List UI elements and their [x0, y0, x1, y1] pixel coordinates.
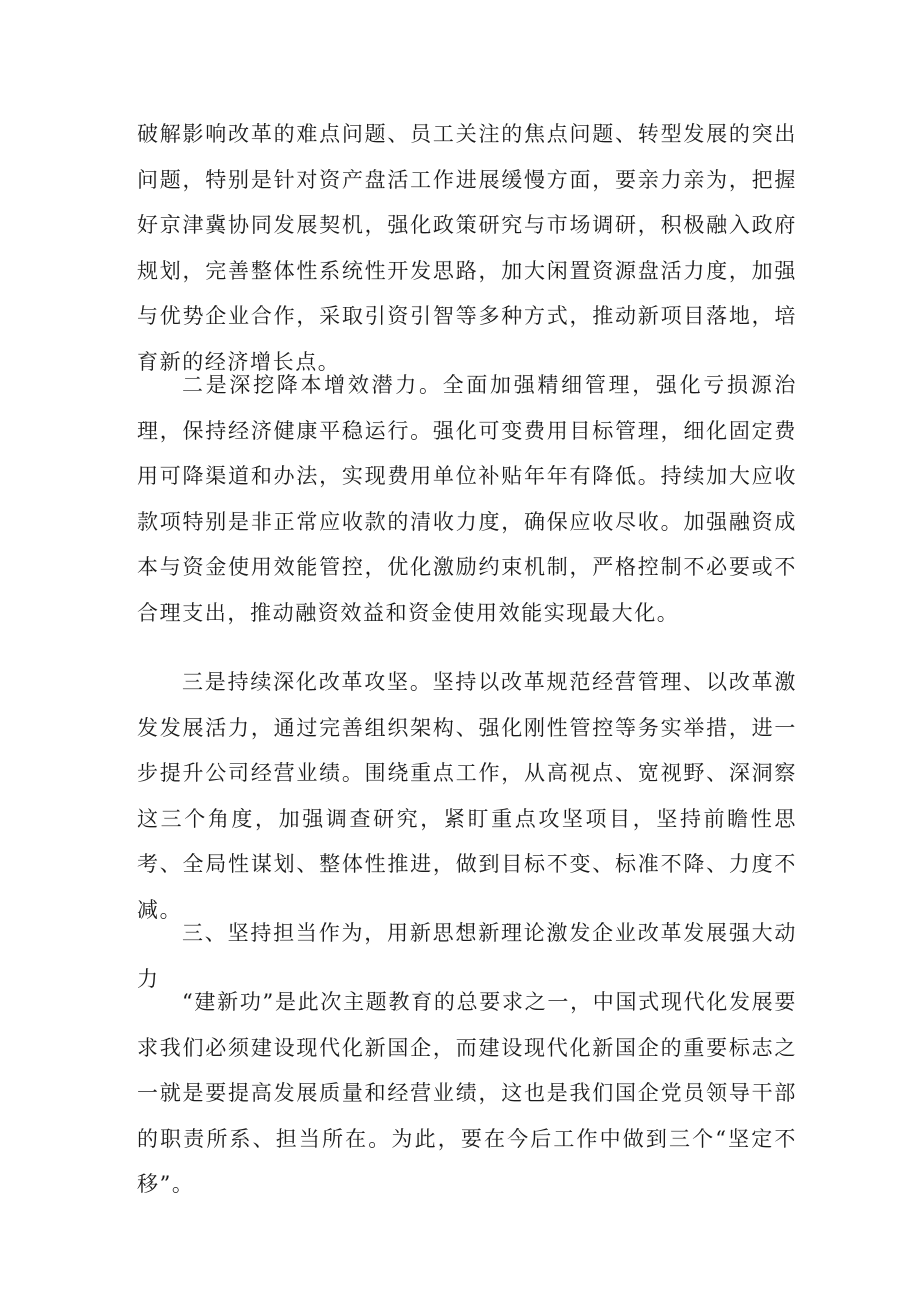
section-heading: 三、坚持担当作为，用新思想新理论激发企业改革发展强大动力	[137, 921, 797, 991]
paragraph-reform: 三是持续深化改革攻坚。坚持以改革规范经营管理、以改革激发发展活力，通过完善组织架构、强化刚性管控等务实举措，进一步提升公司经营业绩。围绕重点工作，从高视点、宽视野、深洞察这三个角度，加强调查研究，紧盯重点攻坚项目，坚持前瞻性思考、全局性谋划、整体性推进，做到目标不变、标准不降、力度不减。	[137, 670, 797, 922]
paragraph-new-achievements: “建新功”是此次主题教育的总要求之一，中国式现代化发展要求我们必须建设现代化新国企，而建设现代化新国企的重要标志之一就是要提高发展质量和经营业绩，这也是我们国企党员领导干部的职责所系、担当所在。为此，要在今后工作中做到三个“坚定不移”。	[137, 990, 797, 1197]
paragraph-continuation: 破解影响改革的难点问题、员工关注的焦点问题、转型发展的突出问题，特别是针对资产盘活工作进展缓慢方面，要亲力亲为，把握好京津冀协同发展契机，强化政策研究与市场调研，积极融入政府规划，完善整体性系统性开发思路，加大闲置资源盘活力度，加强与优势企业合作，采取引资引智等多种方式，推动新项目落地，培育新的经济增长点。	[137, 122, 797, 374]
paragraph-cost-reduction: 二是深挖降本增效潜力。全面加强精细管理，强化亏损源治理，保持经济健康平稳运行。强化可变费用目标管理，细化固定费用可降渠道和办法，实现费用单位补贴年年有降低。持续加大应收款项特别是非正常应收款的清收力度，确保应收尽收。加强融资成本与资金使用效能管控，优化激励约束机制，严格控制不必要或不合理支出，推动融资效益和资金使用效能实现最大化。	[137, 373, 797, 625]
